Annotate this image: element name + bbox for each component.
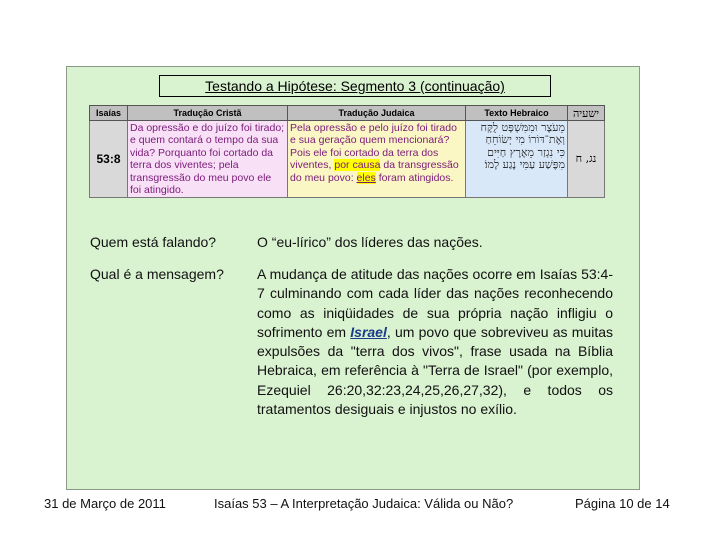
hebrew-line: וְאֶת־דּוֹרוֹ מִי יְשׂוֹחֵחַ xyxy=(485,133,565,147)
q2-answer xyxy=(257,265,613,419)
jewish-translation xyxy=(288,121,466,198)
hebrew-line: מִפֶּשַׁע עַמִּי נֶגַע לָמוֹ׃ xyxy=(484,158,565,172)
christian-translation: Da opressão e do juízo foi tirado; e quem contará o tempo da sua vida? Porquanto foi cortado da terra dos viventes; pela transgressão do meu povo ele foi atingido. xyxy=(128,121,288,198)
header-traducao-crista: Tradução Cristã xyxy=(128,106,288,121)
header-traducao-judaica: Tradução Judaica xyxy=(288,106,466,121)
highlight-por-causa: por causa xyxy=(334,159,381,172)
q2-label: Qual é a mensagem? xyxy=(90,266,224,282)
content-panel xyxy=(66,66,640,490)
hebrew-text xyxy=(466,121,568,198)
translation-table xyxy=(89,105,605,198)
highlight-eles: eles xyxy=(356,171,376,184)
hebrew-ref: נג, ח xyxy=(568,121,605,198)
verse-ref: 53:8 xyxy=(90,121,128,198)
q1-label: Quem está falando? xyxy=(90,234,217,250)
jewish-text-post: foram atingidos. xyxy=(375,171,454,184)
footer-page: Página 10 de 14 xyxy=(575,496,670,511)
hebrew-line: כִּי נִגְזַר מֵאֶרֶץ חַיִּים xyxy=(487,145,565,159)
header-texto-hebraico: Texto Hebraico xyxy=(466,106,568,121)
footer-title: Isaías 53 – A Interpretação Judaica: Válida ou Não? xyxy=(214,496,514,511)
q1-answer: O “eu-lírico” dos líderes das nações. xyxy=(257,234,483,250)
table-header-row xyxy=(90,106,605,121)
slide-title: Testando a Hipótese: Segmento 3 (continuação) xyxy=(159,75,551,97)
hebrew-line: מֵעֹצֶר וּמִמִּשְׁפָּט לֻקָּח xyxy=(480,121,565,134)
jewish-text-mid: da transgressão do meu povo: xyxy=(290,159,459,184)
footer-date: 31 de Março de 2011 xyxy=(44,496,166,511)
israel-link[interactable]: Israel xyxy=(350,323,387,340)
jewish-text-pre: Pela opressão e pelo juízo foi tirado e sua geração quem mencionará? Pois ele foi cortado da terra dos viventes, xyxy=(290,122,457,172)
table-row xyxy=(90,121,605,198)
q2-answer-post: , um povo que sobreviveu as muitas expulsões da "terra dos vivos", frase usada na Bíblia Hebraica, em referência à "Terra de Israel" (por exemplo, Ezequiel 26:20,32:23,24,25,26,27,32), e todos os tratamentos desiguais e injustos no exílio. xyxy=(257,323,613,418)
header-isaias: Isaías xyxy=(90,106,128,121)
header-yeshayahu: ישעיה xyxy=(568,106,605,121)
q2-answer-pre: A mudança de atitude das nações ocorre em Isaías 53:4-7 culminando com cada líder das nações reconhecendo como as iniqüidades de sua própria nação infligiu o sofrimento em xyxy=(257,266,613,340)
